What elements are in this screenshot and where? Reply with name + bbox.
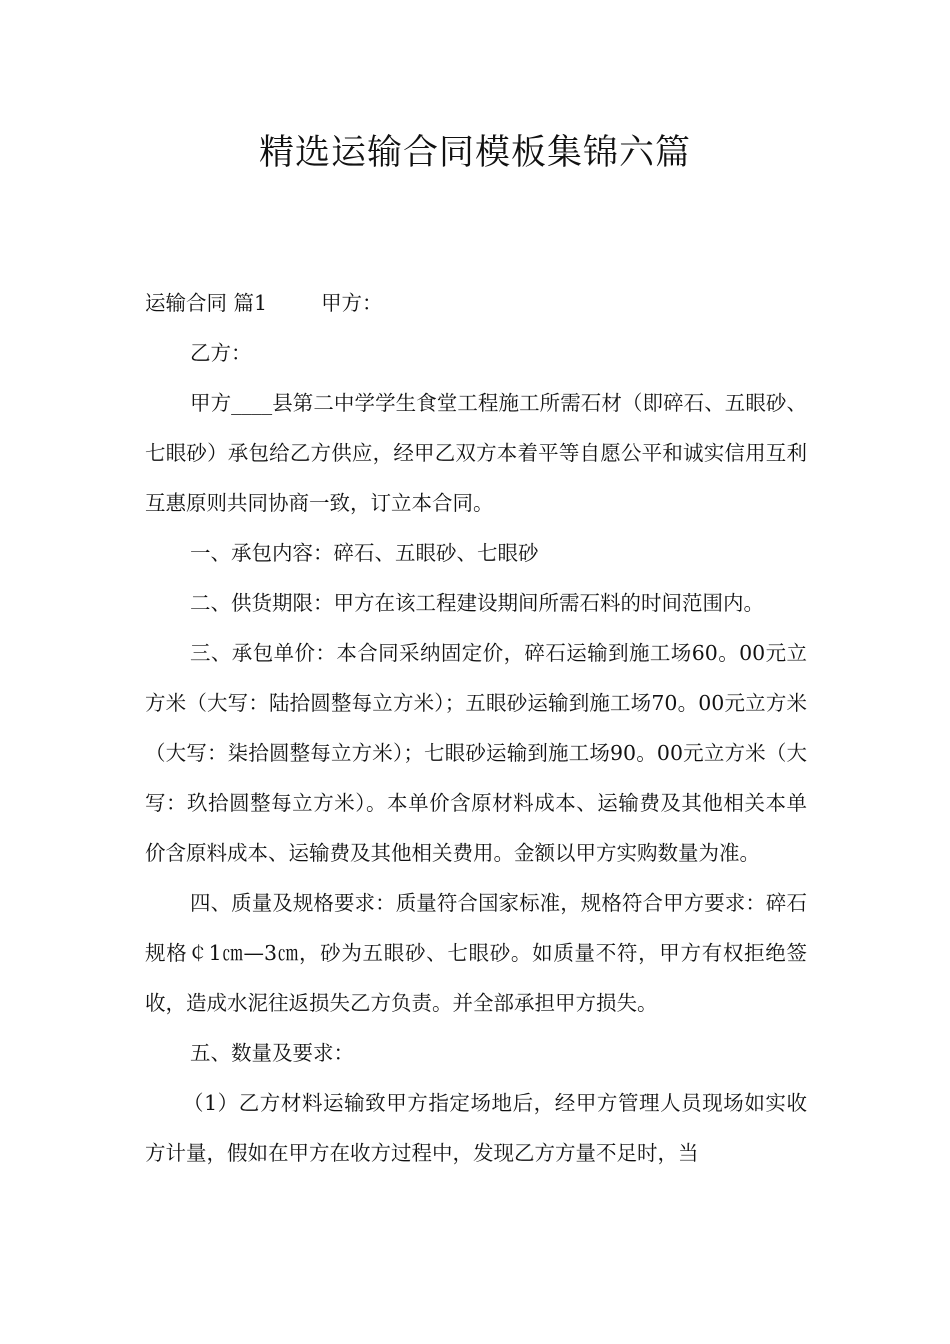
clause-5-item-1: （1）乙方材料运输致甲方指定场地后，经甲方管理人员现场如实收方计量，假如在甲方在收方过程中，发现乙方方量不足时，当 <box>145 1091 807 1165</box>
clause-5: 五、数量及要求： <box>190 1041 354 1065</box>
section-heading: 运输合同 篇1 <box>145 291 268 315</box>
document-body <box>145 278 807 1178</box>
party-b-label: 乙方： <box>190 341 252 365</box>
intro-paragraph: 甲方____县第二中学学生食堂工程施工所需石材（即碎石、五眼砂、七眼砂）承包给乙方供应，经甲乙双方本着平等自愿公平和诚实信用互利互惠原则共同协商一致，订立本合同。 <box>145 391 807 515</box>
section-heading-line <box>145 278 807 328</box>
clause-1: 一、承包内容：碎石、五眼砂、七眼砂 <box>190 541 539 565</box>
party-a-label: 甲方： <box>321 291 383 315</box>
clause-4: 四、质量及规格要求：质量符合国家标准，规格符合甲方要求：碎石规格￠1㎝—3㎝，砂为五眼砂、七眼砂。如质量不符，甲方有权拒绝签收，造成水泥往返损失乙方负责。并全部承担甲方损失。 <box>145 891 807 1015</box>
document-title: 精选运输合同模板集锦六篇 <box>258 133 691 173</box>
clause-2: 二、供货期限：甲方在该工程建设期间所需石料的时间范围内。 <box>190 591 764 615</box>
clause-3: 三、承包单价：本合同采纳固定价，碎石运输到施工场60。00元立方米（大写：陆拾圆整每立方米）；五眼砂运输到施工场70。00元立方米（大写：柒拾圆整每立方米）；七眼砂运输到施工场90。00元立方米（大写：玖拾圆整每立方米）。本单价含原材料成本、运输费及其他相关本单价含原料成本、运输费及其他相关费用。金额以甲方实购数量为准。 <box>145 641 807 865</box>
